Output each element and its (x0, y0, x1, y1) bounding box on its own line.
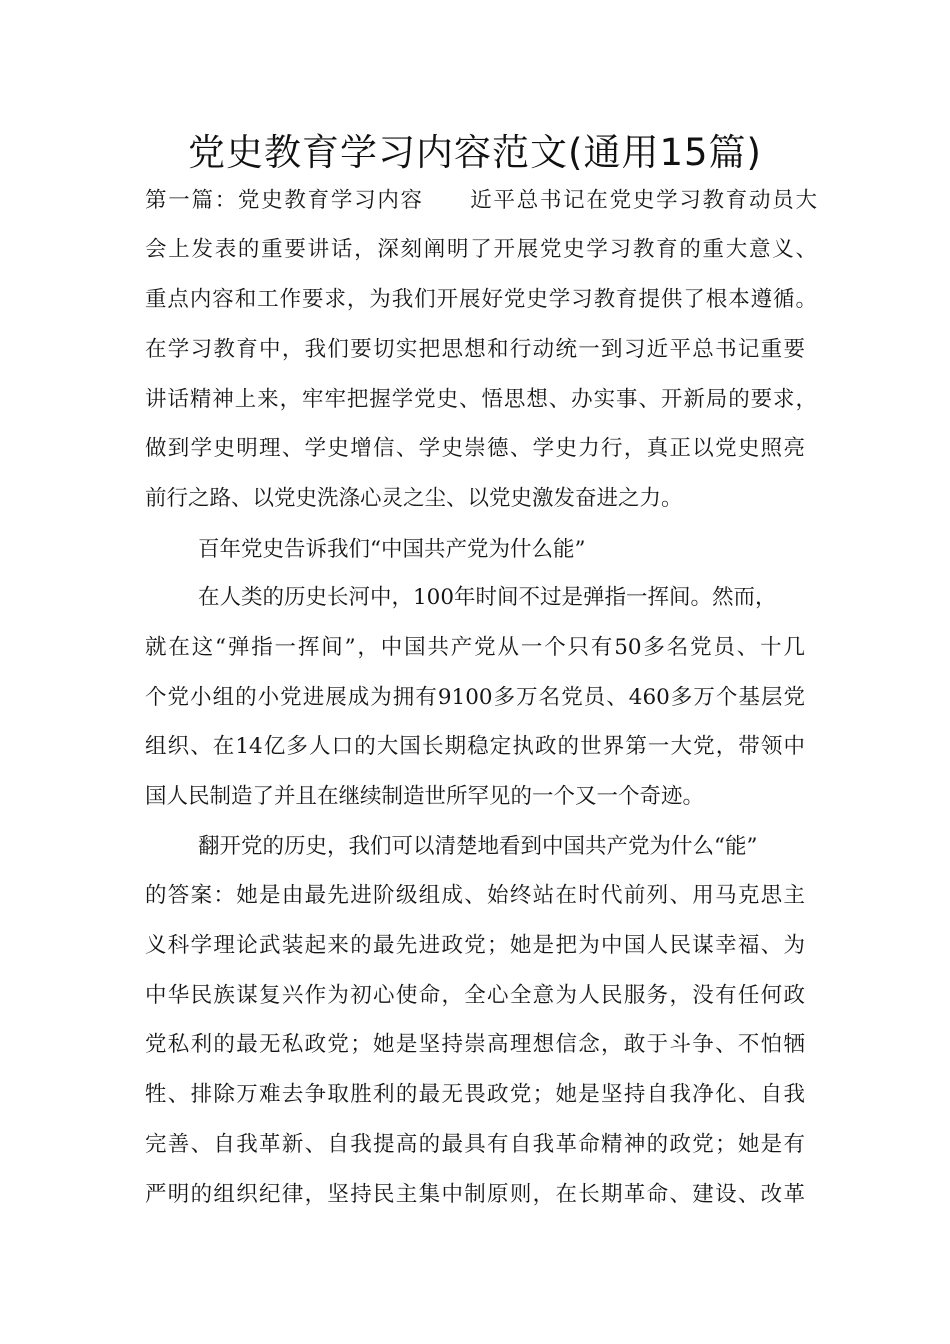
paragraph-line: 重点内容和工作要求，为我们开展好党史学习教育提供了根本遵循。 (145, 287, 817, 312)
document-title: 党史教育学习内容范文(通用15篇) (188, 131, 762, 174)
paragraph-line: 个党小组的小党进展成为拥有9100多万名党员、460多万个基层党 (145, 685, 805, 710)
paragraph-line: 义科学理论武装起来的最先进政党；她是把为中国人民谋幸福、为 (145, 933, 805, 958)
paragraph-line: 就在这“弹指一挥间”，中国共产党从一个只有50多名党员、十几 (145, 635, 805, 660)
paragraph-line: 组织、在14亿多人口的大国长期稳定执政的世界第一大党，带领中 (145, 734, 805, 759)
paragraph-line: 会上发表的重要讲话，深刻阐明了开展党史学习教育的重大意义、 (145, 237, 817, 262)
paragraph-line: 讲话精神上来，牢牢把握学党史、悟思想、办实事、开新局的要求， (145, 387, 817, 412)
paragraph-line: 严明的组织纪律，坚持民主集中制原则，在长期革命、建设、改革 (145, 1182, 805, 1207)
paragraph-line: 第一篇：党史教育学习内容 近平总书记在党史学习教育动员大 (145, 188, 817, 213)
paragraph-line: 牲、排除万难去争取胜利的最无畏政党；她是坚持自我净化、自我 (145, 1082, 805, 1107)
paragraph-line: 党私利的最无私政党；她是坚持崇高理想信念，敢于斗争、不怕牺 (145, 1032, 805, 1057)
paragraph-line: 做到学史明理、学史增信、学史崇德、学史力行，真正以党史照亮 (145, 436, 805, 461)
paragraph-line: 前行之路、以党史洗涤心灵之尘、以党史激发奋进之力。 (145, 486, 683, 511)
paragraph-line: 在学习教育中，我们要切实把思想和行动统一到习近平总书记重要 (145, 337, 805, 362)
paragraph-line: 的答案：她是由最先进阶级组成、始终站在时代前列、用马克思主 (145, 883, 805, 908)
paragraph-line: 完善、自我革新、自我提高的最具有自我革命精神的政党；她是有 (145, 1132, 805, 1157)
paragraph-line: 翻开党的历史，我们可以清楚地看到中国共产党为什么“能” (198, 834, 758, 859)
paragraph-line: 国人民制造了并且在继续制造世所罕见的一个又一个奇迹。 (145, 784, 705, 809)
paragraph-line: 中华民族谋复兴作为初心使命，全心全意为人民服务，没有任何政 (145, 983, 805, 1008)
paragraph-line: 在人类的历史长河中，100年时间不过是弹指一挥间。然而， (198, 585, 777, 610)
section-heading: 百年党史告诉我们“中国共产党为什么能” (198, 537, 586, 562)
